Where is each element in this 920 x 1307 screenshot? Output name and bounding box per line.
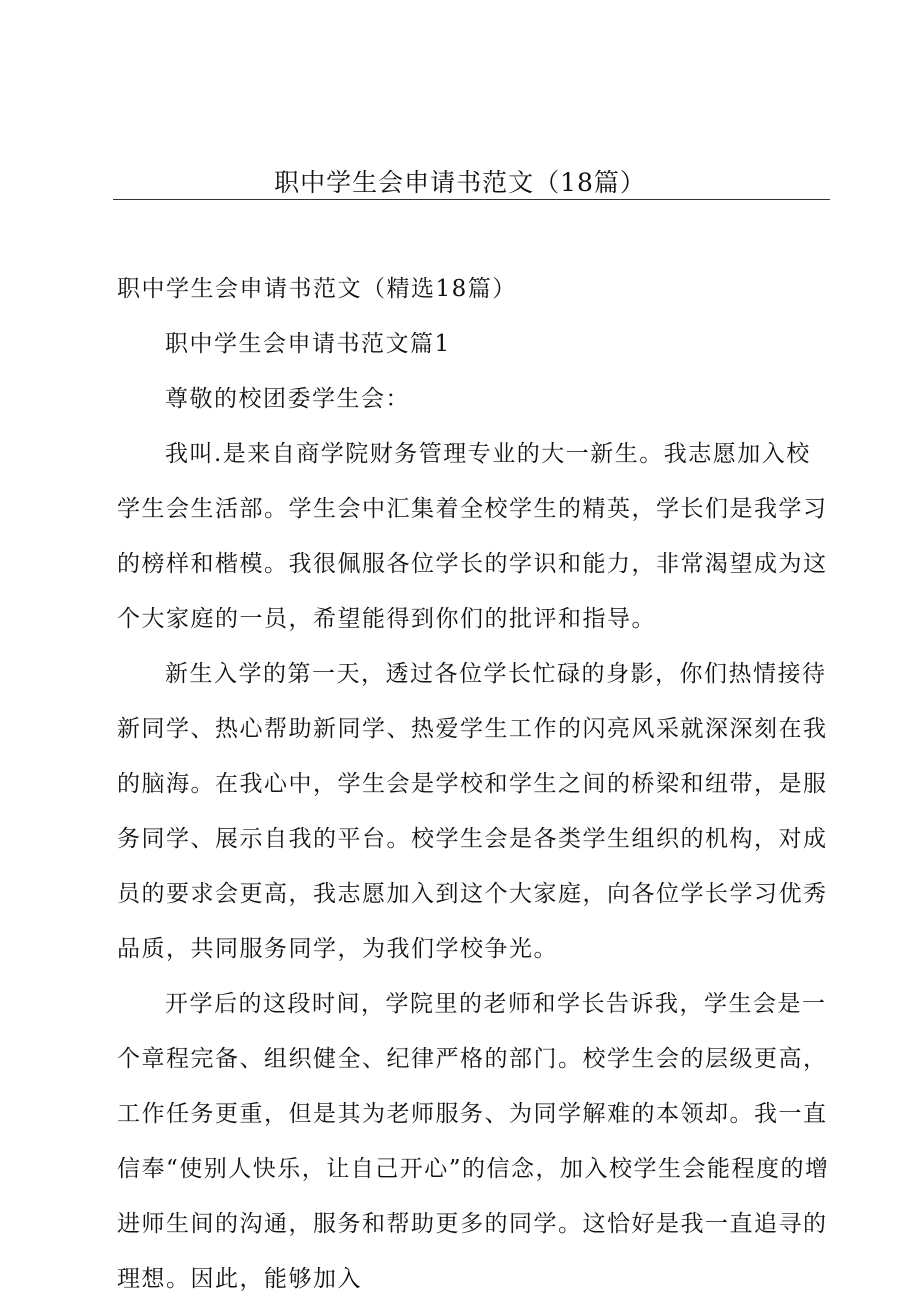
document-body bbox=[117, 262, 832, 1307]
salutation: 尊敬的校团委学生会： bbox=[165, 386, 410, 412]
section-heading: 职中学生会申请书范文篇1 bbox=[165, 331, 451, 357]
document-title: 职中学生会申请书范文（18篇） bbox=[274, 168, 646, 197]
body-paragraph-2: 新生入学的第一天，透过各位学长忙碌的身影，你们热情接待新同学、热心帮助新同学、热爱学生工作的闪亮风采就深深刻在我的脑海。在我心中，学生会是学校和学生之间的桥梁和纽带，是服务同学、展示自我的平台。校学生会是各类学生组织的机构，对成员的要求会更高，我志愿加入到这个大家庭，向各位学长学习优秀品质，共同服务同学，为我们学校争光。 bbox=[117, 661, 828, 962]
body-paragraph-1: 我叫.是来自商学院财务管理专业的大一新生。我志愿加入校学生会生活部。学生会中汇集着全校学生的精英，学长们是我学习的榜样和楷模。我很佩服各位学长的学识和能力，非常渴望成为这个大家庭的一员，希望能得到你们的批评和指导。 bbox=[117, 441, 828, 632]
document-subtitle: 职中学生会申请书范文（精选18篇） bbox=[117, 276, 517, 302]
title-underline bbox=[113, 199, 830, 200]
body-paragraph-3: 开学后的这段时间，学院里的老师和学长告诉我，学生会是一个章程完备、组织健全、纪律严格的部门。校学生会的层级更高，工作任务更重，但是其为老师服务、为同学解难的本领却。我一直信奉“使别人快乐，让自己开心”的信念，加入校学生会能程度的增进师生间的沟通，服务和帮助更多的同学。这恰好是我一直追寻的理想。因此，能够加入 bbox=[117, 991, 830, 1292]
